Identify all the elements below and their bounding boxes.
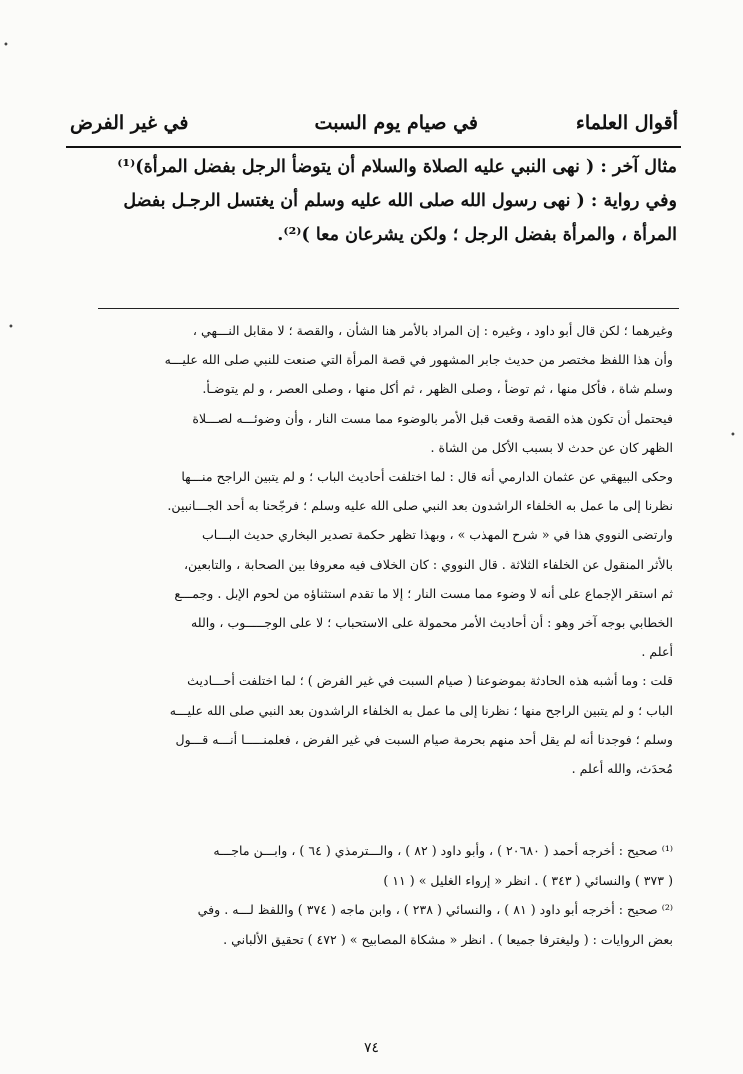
main-text-line: المرأة ، والمرأة بفضل الرجل ؛ ولكن يشرعان معا )⁽²⁾. [277, 225, 677, 245]
commentary-line: مُحدَث، والله أعلم . [571, 761, 673, 777]
footnote-2-line: ⁽²⁾ صحيح : أخرجه أبو داود ( ٨١ ) ، والنسائي ( ٢٣٨ ) ، وابن ماجه ( ٣٧٤ ) واللفظ لـــه . وفي [197, 902, 673, 917]
commentary-line: نظرنا إلى ما عمل به الخلفاء الراشدون بعد النبي صلى الله عليه وسلم ؛ فرجّحنا به أحد الجـــانبين. [167, 498, 673, 514]
page-number: ٧٤ [363, 1040, 380, 1056]
main-text-line: وفي رواية : ( نهى رسول الله صلى الله عليه وسلم أن يغتسل الرجـل بفضل [123, 191, 677, 211]
scan-mark: • [730, 430, 736, 441]
scan-mark: • [3, 40, 9, 51]
footnote-2-line: بعض الروايات : ( وليغترفا جميعا ) . انظر « مشكاة المصابيح » ( ٤٧٢ ) تحقيق الألباني . [223, 931, 673, 947]
footnote-1-line: ( ٣٧٣ ) والنسائي ( ٣٤٣ ) . انظر « إرواء الغليل » ( ١١ ) [383, 872, 673, 888]
commentary-line: قلت : وما أشبه هذه الحادثة بموضوعنا ( صيام السبت في غير الفرض ) ؛ لما اختلفت أحـــاديث [187, 673, 673, 689]
commentary-line: أعلم . [641, 644, 673, 660]
footnote-separator [98, 308, 679, 309]
header-rule [66, 146, 681, 148]
commentary-line: الباب ؛ و لم يتبين الراجح منها ؛ نظرنا إلى ما عمل به الخلفاء الراشدون بعد النبي صلى الله عليـــه [169, 702, 673, 718]
header-section-title: أقوال العلماء [575, 112, 678, 134]
commentary-line: وارتضى النووي هذا في « شرح المهذب » ، وبهذا تظهر حكمة تصدير البخاري حديث البـــاب [201, 527, 673, 543]
commentary-line: فيحتمل أن تكون هذه القصة وقعت قبل الأمر بالوضوء مما مست النار ، وأن وضوئـــه لصـــلاة [192, 410, 673, 426]
scan-mark: • [8, 322, 14, 333]
main-text-line: مثال آخر : ( نهى النبي عليه الصلاة والسلام أن يتوضأ الرجل بفضل المرأة)⁽¹⁾ [117, 157, 677, 177]
commentary-line: الظهر كان عن حدث لا بسبب الأكل من الشاة . [430, 439, 673, 455]
commentary-line: وأن هذا اللفظ مختصر من حديث جابر المشهور في قصة المرأة التي صنعت للنبي صلى الله عليـــه [164, 352, 673, 368]
commentary-line: بالأثر المنقول عن الخلفاء الثلاثة . قال النووي : كان الخلاف فيه معروفا بين الصحابة ، والتابعين، [183, 556, 673, 572]
commentary-line: الخطابي بوجه آخر وهو : أن أحاديث الأمر محمولة على الاستحباب ؛ لا على الوجـــــوب ، والله [191, 615, 673, 631]
footnotes [72, 836, 673, 954]
running-header [70, 112, 678, 146]
header-topic-qualifier: في غير الفرض [70, 112, 189, 134]
header-topic: في صيام يوم السبت [314, 112, 478, 134]
footnote-1-line: ⁽¹⁾ صحيح : أخرجه أحمد ( ٢٠٦٨٠ ) ، وأبو داود ( ٨٢ ) ، والـــترمذي ( ٦٤ ) ، وابـــن ماجـــه [213, 843, 673, 858]
commentary-line: وسلم شاة ، فأكل منها ، ثم توضأ ، وصلى الظهر ، ثم أكل منها ، وصلى العصر ، و لم يتوضـأ. [202, 381, 673, 397]
commentary-line: وغيرهما ؛ لكن قال أبو داود ، وغيره : إن المراد بالأمر هنا الشأن ، والقصة ؛ لا مقابل النـــهي ، [192, 323, 673, 338]
commentary-line: وسلم ؛ فوجدنا أنه لم يقل أحد منهم بحرمة صيام السبت في غير الفرض ، فعلمنـــــا أنـــه قـــول [175, 731, 673, 747]
commentary-line: ثم استقر الإجماع على أنه لا وضوء مما مست النار ؛ إلا ما تقدم استثناؤه من لحوم الإبل . وجمـــع [174, 585, 673, 601]
commentary-text [72, 316, 673, 783]
main-text [66, 150, 677, 252]
commentary-line: وحكى البيهقي عن عثمان الدارمي أنه قال : لما اختلفت أحاديث الباب ؛ و لم يتبين الراجح منـــها [181, 469, 673, 485]
